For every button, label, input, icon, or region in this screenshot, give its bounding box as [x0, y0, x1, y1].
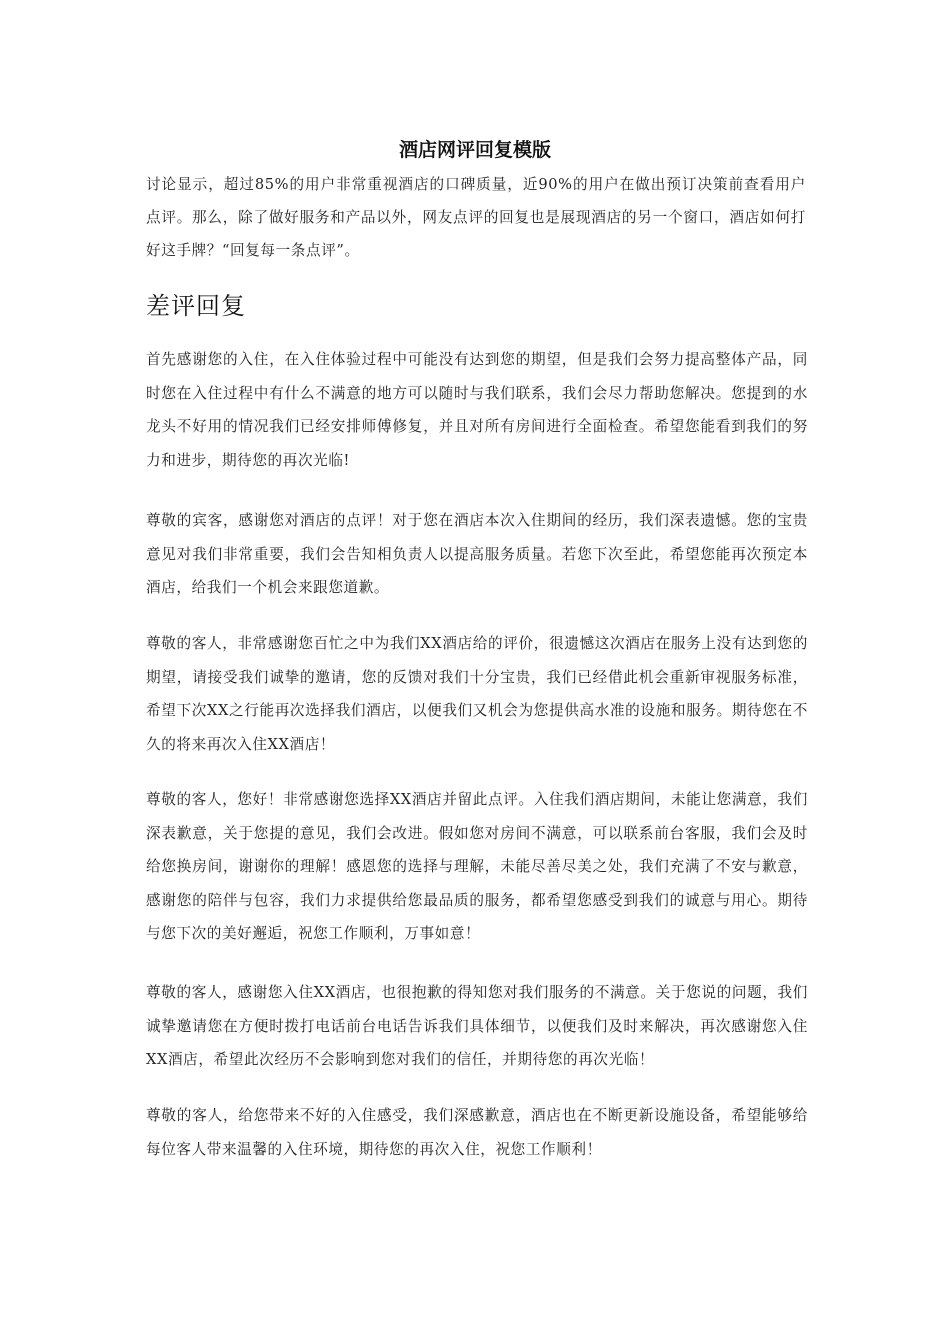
reply-template-5: 尊敬的客人，感谢您入住XX酒店，也很抱歉的得知您对我们服务的不满意。关于您说的问题，我们诚挚邀请您在方便时拨打电话前台电话告诉我们具体细节，以便我们及时来解决，再次感谢您入住XX酒店，希望此次经历不会影响到您对我们的信任，并期待您的再次光临！ — [146, 984, 808, 1068]
intro-paragraph: 讨论显示，超过85%的用户非常重视酒店的口碑质量，近90%的用户在做出预订决策前查看用户点评。那么，除了做好服务和产品以外，网友点评的回复也是展现酒店的另一个窗口，酒店如何打好这手牌？“回复每一条点评”。 — [146, 176, 806, 259]
reply-template-1: 首先感谢您的入住，在入住体验过程中可能没有达到您的期望，但是我们会努力提高整体产品，同时您在入住过程中有什么不满意的地方可以随时与我们联系，我们会尽力帮助您解决。您提到的水龙头不好用的情况我们已经安排师傅修复，并且对所有房间进行全面检查。希望您能看到我们的努力和进步，期待您的再次光临! — [146, 351, 808, 469]
document-title: 酒店网评回复模版 — [398, 139, 551, 161]
reply-template-6: 尊敬的客人，给您带来不好的入住感受，我们深感歉意，酒店也在不断更新设施设备，希望能够给每位客人带来温馨的入住环境，期待您的再次入住，祝您工作顺利！ — [146, 1107, 808, 1158]
reply-template-2: 尊敬的宾客，感谢您对酒店的点评！对于您在酒店本次入住期间的经历，我们深表遗憾。您的宝贵意见对我们非常重要，我们会告知相负责人以提高服务质量。若您下次至此，希望您能再次预定本酒店，给我们一个机会来跟您道歉。 — [146, 512, 808, 596]
reply-template-4: 尊敬的客人，您好！非常感谢您选择XX酒店并留此点评。入住我们酒店期间，未能让您满意，我们深表歉意，关于您提的意见，我们会改进。假如您对房间不满意，可以联系前台客服，我们会及时给您换房间，谢谢你的理解！感恩您的选择与理解，未能尽善尽美之处，我们充满了不安与歉意，感谢您的陪伴与包容，我们力求提供给您最品质的服务，都希望您感受到我们的诚意与用心。期待与您下次的美好邂逅，祝您工作顺利，万事如意！ — [146, 791, 808, 942]
reply-template-3: 尊敬的客人，非常感谢您百忙之中为我们XX酒店给的评价，很遗憾这次酒店在服务上没有达到您的期望，请接受我们诚挚的邀请，您的反馈对我们十分宝贵，我们已经借此机会重新审视服务标准，希望下次XX之行能再次选择我们酒店，以便我们又机会为您提供高水准的设施和服务。期待您在不久的将来再次入住XX酒店！ — [146, 635, 808, 753]
section-heading: 差评回复 — [146, 292, 246, 320]
